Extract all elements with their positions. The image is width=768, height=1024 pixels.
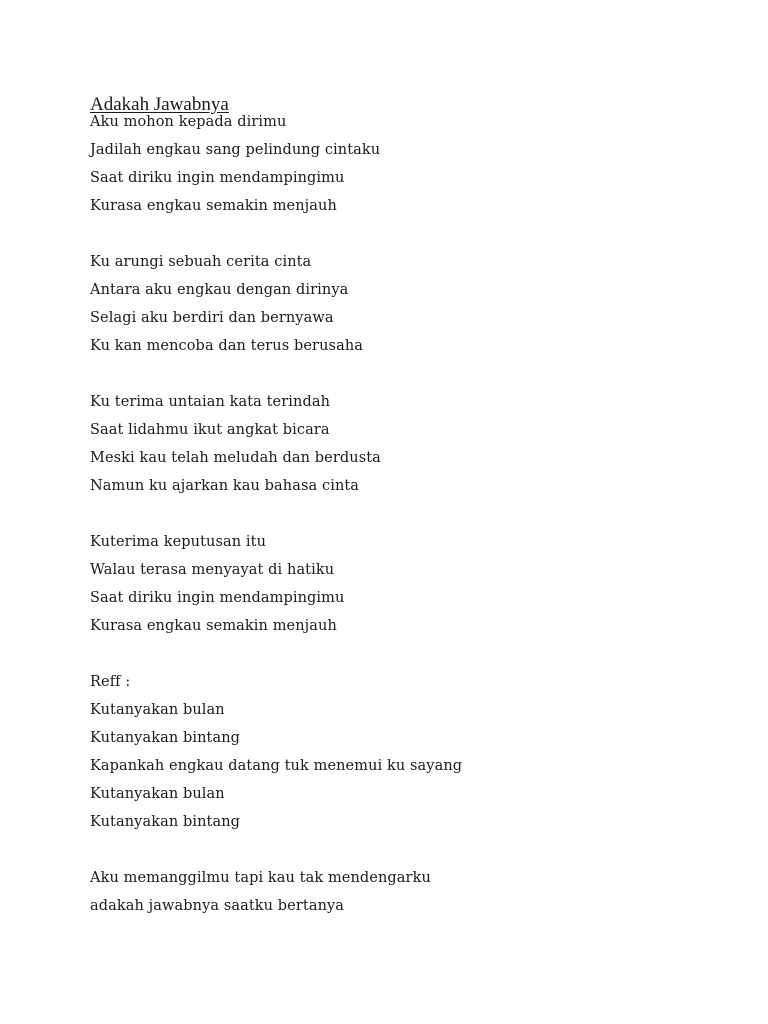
song-title: Adakah Jawabnya	[90, 94, 229, 115]
lyric-line: Ku arungi sebuah cerita cinta	[90, 254, 312, 270]
lyric-line: Aku memanggilmu tapi kau tak mendengarku	[90, 870, 431, 886]
lyric-line: Kapankah engkau datang tuk menemui ku sayang	[90, 758, 463, 774]
lyric-line: Saat lidahmu ikut angkat bicara	[90, 422, 330, 438]
lyric-line: Kutanyakan bulan	[90, 702, 225, 718]
lyric-line: Kurasa engkau semakin menjauh	[90, 198, 337, 214]
lyric-line: Kutanyakan bulan	[90, 786, 225, 802]
lyric-line: Kurasa engkau semakin menjauh	[90, 618, 337, 634]
stanza-gap	[90, 836, 730, 864]
stanza-gap	[90, 220, 730, 248]
lyric-line: Namun ku ajarkan kau bahasa cinta	[90, 478, 360, 494]
lyric-line: Aku mohon kepada dirimu	[90, 114, 287, 130]
lyric-line: Kutanyakan bintang	[90, 730, 241, 746]
lyric-line: Saat diriku ingin mendampingimu	[90, 170, 345, 186]
document-page	[90, 94, 730, 920]
stanza-2	[90, 248, 730, 360]
stanza-refrain	[90, 668, 730, 836]
stanza-6	[90, 864, 730, 920]
lyric-line: Ku terima untaian kata terindah	[90, 394, 331, 410]
lyric-line: Selagi aku berdiri dan bernyawa	[90, 310, 334, 326]
stanza-3	[90, 388, 730, 500]
lyric-line: Walau terasa menyayat di hatiku	[90, 562, 335, 578]
lyric-line: Antara aku engkau dengan dirinya	[90, 282, 349, 298]
lyric-line: Ku kan mencoba dan terus berusaha	[90, 338, 364, 354]
lyric-line: Kutanyakan bintang	[90, 814, 241, 830]
refrain-label: Reff :	[90, 674, 131, 690]
lyric-line: Saat diriku ingin mendampingimu	[90, 590, 345, 606]
lyric-line: Meski kau telah meludah dan berdusta	[90, 450, 381, 466]
stanza-gap	[90, 500, 730, 528]
stanza-1	[90, 108, 730, 220]
stanza-gap	[90, 640, 730, 668]
lyric-line: Kuterima keputusan itu	[90, 534, 267, 550]
lyric-line: adakah jawabnya saatku bertanya	[90, 898, 345, 914]
stanza-gap	[90, 360, 730, 388]
lyric-line: Jadilah engkau sang pelindung cintaku	[90, 142, 381, 158]
stanza-4	[90, 528, 730, 640]
